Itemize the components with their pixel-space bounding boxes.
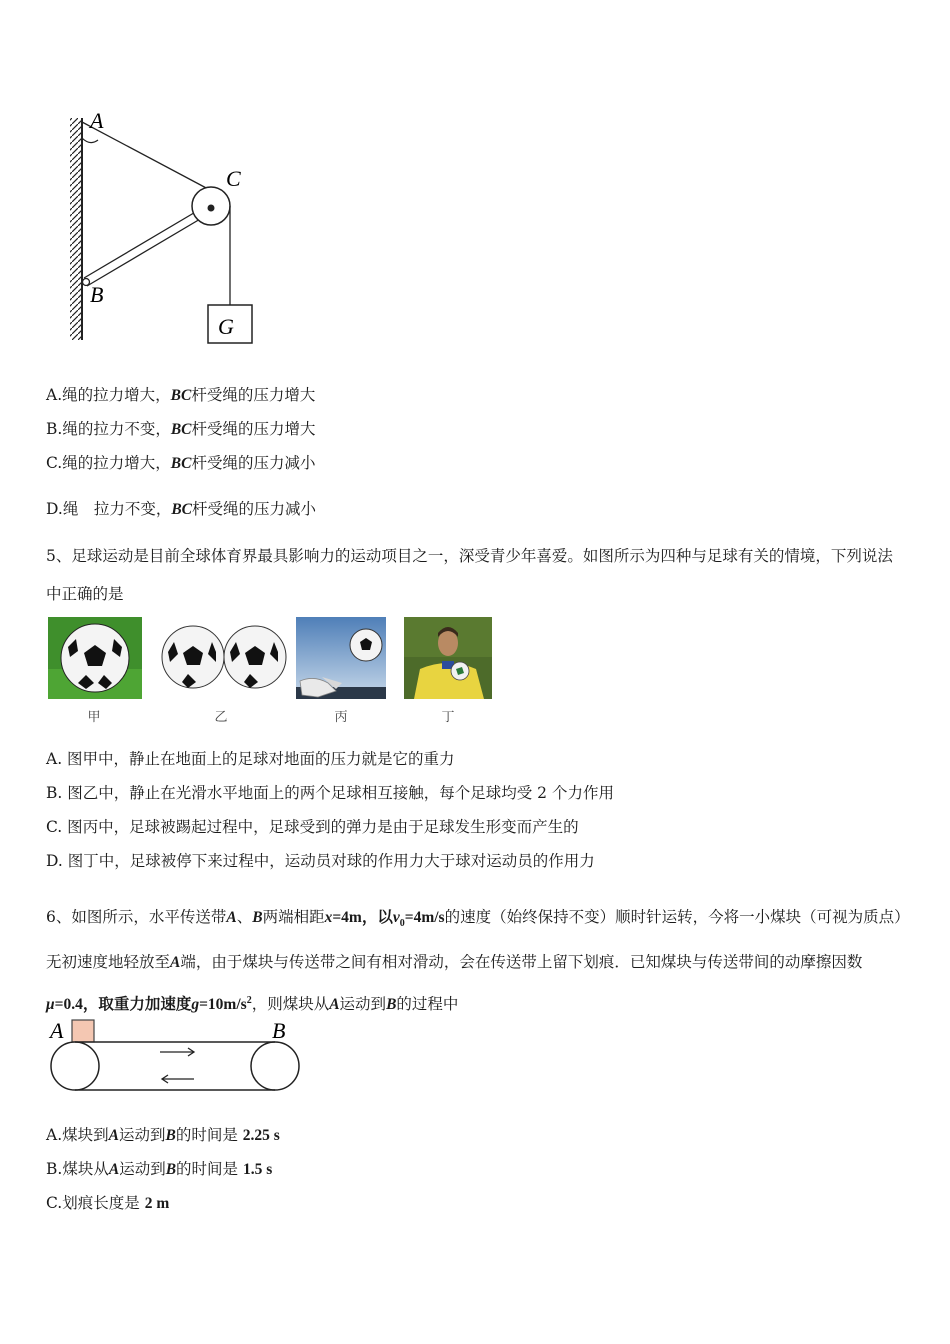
q5-option-b: B. 图乙中，静止在光滑水平地面上的两个足球相互接触，每个足球均受 2 个力作用 xyxy=(46,784,614,802)
q6-option-b: B.煤块从A运动到B的时间是 1.5 s xyxy=(46,1160,273,1178)
label-b: B xyxy=(90,282,104,307)
belt-label-a: A xyxy=(50,1018,64,1043)
caption-ding: 丁 xyxy=(441,710,455,725)
belt-label-b: B xyxy=(272,1018,286,1043)
q4-option-a: A.绳的拉力增大，BC杆受绳的压力增大 xyxy=(46,386,316,404)
q4-option-c: C.绳的拉力增大，BC杆受绳的压力减小 xyxy=(46,454,316,472)
image-bing xyxy=(296,617,386,699)
q4-option-b: B.绳的拉力不变，BC杆受绳的压力增大 xyxy=(46,420,316,438)
q6-option-a: A.煤块到A运动到B的时间是 2.25 s xyxy=(46,1126,280,1144)
q5-option-a: A. 图甲中，静止在地面上的足球对地面的压力就是它的重力 xyxy=(46,750,455,768)
q5-option-d: D. 图丁中，足球被停下来过程中，运动员对球的作用力大于球对运动员的作用力 xyxy=(46,852,595,870)
hinge-b xyxy=(83,279,90,286)
wall-hatching xyxy=(70,118,82,340)
q5-stem: 5、足球运动是目前全球体育界最具影响力的运动项目之一，深受青少年喜爱。如图所示为四种与足球有关的情境，下列说法中正确的是 xyxy=(46,547,893,603)
image-jia xyxy=(48,617,142,699)
rod-bc-bottom xyxy=(87,212,212,286)
coal-block xyxy=(72,1020,94,1042)
angle-arc xyxy=(82,138,98,143)
caption-yi: 乙 xyxy=(214,710,228,725)
pulley-rod-diagram xyxy=(60,100,280,350)
image-ding xyxy=(404,617,492,699)
label-a: A xyxy=(90,108,104,133)
pulley-axle xyxy=(208,205,215,212)
conveyor-belt-diagram xyxy=(46,1016,308,1094)
image-yi xyxy=(160,624,288,690)
caption-bing: 丙 xyxy=(334,710,348,725)
q5-option-c: C. 图丙中，足球被踢起过程中，足球受到的弹力是由于足球发生形变而产生的 xyxy=(46,818,579,836)
q4-option-d: D.绳 拉力不变，BC杆受绳的压力减小 xyxy=(46,500,317,518)
q6-stem: 6、如图所示，水平传送带A、B两端相距x=4m，以$v_0=4m/s$的速度（始终保持不变）顺时针运转，今将一小煤块（可视为质点）无初速度地轻放至A端，由于煤块与传送带之间有相对滑动，会在传送带上留下划痕．已知煤块与传送带间的动摩擦因数μ=0.4，取重力加速度$g=10m/s^2$，则煤块从A运动到B的过程中 xyxy=(46,908,902,1014)
pulley-right xyxy=(251,1042,299,1090)
caption-jia: 甲 xyxy=(87,710,101,725)
rod-bc-top xyxy=(84,204,209,278)
label-g: G xyxy=(218,314,234,339)
q6-option-c: C.划痕长度是 2 m xyxy=(46,1194,170,1212)
pulley-left xyxy=(51,1042,99,1090)
label-c: C xyxy=(226,166,241,191)
